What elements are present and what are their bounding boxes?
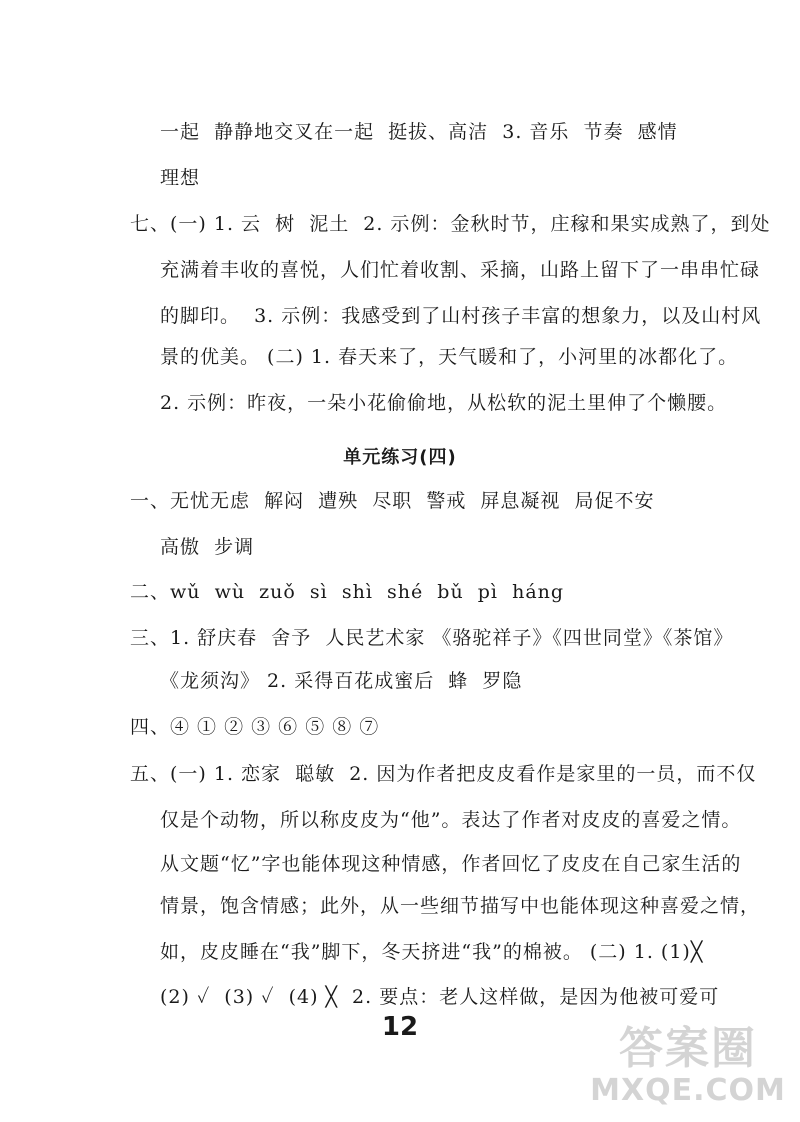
line-1: 一起 静静地交叉在一起 挺拔、高洁 3. 音乐 节奏 感情	[160, 121, 678, 143]
line-14: 五、(一) 1. 恋家 聪敏 2. 因为作者把皮皮看作是家里的一员，而不仅	[130, 763, 757, 785]
line-13: 四、④ ① ② ③ ⑥ ⑤ ⑧ ⑦	[130, 716, 380, 738]
line-12: 《龙须沟》 2. 采得百花成蜜后 蜂 罗隐	[160, 670, 523, 692]
line-18: 如，皮皮睡在“我”脚下，冬天挤进“我”的棉被。 (二) 1. (1)╳	[160, 941, 704, 963]
line-9: 高傲 步调	[160, 536, 255, 558]
watermark-logo	[588, 1022, 788, 1108]
watermark-top: 答案圈	[619, 1022, 757, 1074]
page-number: 12	[381, 1012, 419, 1042]
line-3: 七、(一) 1. 云 树 泥土 2. 示例：金秋时节，庄稼和果实成熟了，到处	[130, 213, 771, 235]
line-5: 的脚印。 3. 示例：我感受到了山村孩子丰富的想象力，以及山村风	[160, 305, 762, 327]
line-2: 理想	[160, 167, 201, 189]
line-4: 充满着丰收的喜悦，人们忙着收割、采摘，山路上留下了一串串忙碌	[160, 259, 761, 281]
line-10: 二、wǔ wù zuǒ sì shì shé bǔ pì háng	[130, 581, 565, 603]
line-16: 从文题“忆”字也能体现这种情感，作者回忆了皮皮在自己家生活的	[160, 853, 742, 875]
line-11: 三、1. 舒庆春 舍予 人民艺术家 《骆驼祥子》《四世同堂》《茶馆》	[130, 627, 734, 649]
section-heading: 单元练习(四)	[343, 447, 457, 468]
line-15: 仅是个动物，所以称皮皮为“他”。表达了作者对皮皮的喜爱之情。	[160, 809, 742, 831]
line-19: (2) ✓ (3) ✓ (4) ╳ 2. 要点：老人这样做，是因为他被可爱可	[160, 986, 720, 1008]
line-6: 景的优美。 (二) 1. 春天来了，天气暖和了，小河里的冰都化了。	[160, 346, 739, 368]
line-7: 2. 示例：昨夜，一朵小花偷偷地，从松软的泥土里伸了个懒腰。	[160, 392, 728, 414]
watermark-url: MXQE.COM	[590, 1073, 786, 1108]
line-17: 情景，饱含情感；此外，从一些细节描写中也能体现这种喜爱之情，	[160, 895, 761, 917]
line-8: 一、无忧无虑 解闷 遭殃 尽职 警戒 屏息凝视 局促不安	[130, 490, 655, 512]
